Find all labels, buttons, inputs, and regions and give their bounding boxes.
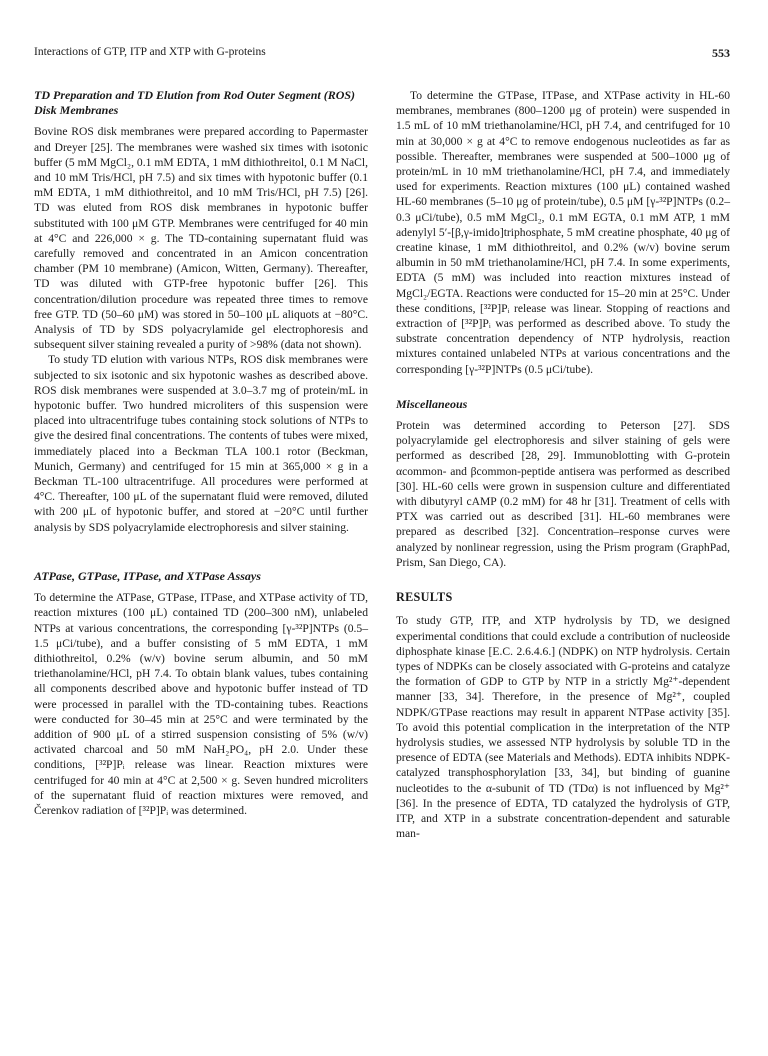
paragraph-results: To study GTP, ITP, and XTP hydrolysis by TD, we designed experimental conditions that could exclude a contribution of nucleoside diphosphate kinase [E.C. 2.6.4.6.] (NDPK) on NTP hydrolysis. Certain types of NDPKs can be closely associated with G-proteins and catalyze the formation of GDP to GTP by NTP in a strictly Mg²⁺-dependent manner [33, 34]. Therefore, in the presence of Mg²⁺, coupled NDPK/GTPase reactions may result in apparent NTPase activity [35]. To avoid this potential complication in the interpretation of the NTP hydrolysis studies, we assessed NTP hydrolysis by soluble TD in the presence of EDTA (see Materials and Methods). EDTA inhibits NDPK-catalyzed transphosphorylation [33, 34], but binding of guanine nucleotides to the α-subunit of TD (TDα) is not influenced by Mg²⁺ [36]. In the presence of EDTA, TD catalyzed the hydrolysis of GTP, ITP, and XTP in a substrate concentration-dependent and saturable man- [396,614,730,841]
page-number: 553 [712,46,730,60]
running-header [34,46,730,62]
paragraph-td-preparation: Bovine ROS disk membranes were prepared according to Papermaster and Dreyer [25]. The membranes were washed six times with isotonic buffer (5 mM MgCl₂, 0.1 mM EDTA, 1 mM dithiothreitol, 0.1 M NaCl, and 10 mM Tris/HCl, pH 7.5) and six times with hypotonic buffer (0.1 mM EDTA, 1 mM dithiothreitol, and 10 mM Tris/HCl, pH 7.5) [26]. TD was eluted from ROS disk membranes in hypotonic buffer substituted with 100 μM GTP. Membranes were centrifuged for 40 min at 4°C and 226,000 × g. The TD-containing supernatant fluid was carefully removed and concentrated in an Amicon concentration chamber (PM 10 membrane) (Amicon, Witten, Germany). Thereafter, TD was diluted with GTP-free hypotonic buffer [26]. This concentration/dilution procedure was repeated three times to remove free GTP. TD (50–60 μM) was stored in 50–100 μL aliquots at −80°C. Analysis of TD by SDS polyacrylamide gel electrophoresis and subsequent silver staining revealed a purity of >98% (data not shown). [34,125,368,352]
paragraph-td-elution: To study TD elution with various NTPs, ROS disk membranes were subjected to six isotonic and six hypotonic washes as described above. ROS disk membranes were suspended at 3.0–3.7 mg of protein/mL in hypotonic buffer. Two hundred microliters of this suspension were placed into ultracentrifuge tubes containing stock solutions of NTPs to give the desired final concentrations. The contents of tubes were mixed, immediately placed into a Beckman TLA 100.1 rotor (Beckman, Munich, Germany) and centrifuged for 15 min at 365,000 × g in a Beckman TL-100 ultracentrifuge. All procedures were performed at 4°C. Thereafter, 100 μL of the supernatant fluid were removed, diluted with 200 μL of hypotonic buffer, and stored at −20°C until further analysis by SDS polyacrylamide electrophoresis and silver staining. [34,353,368,534]
paragraph-hl60-assay: To determine the GTPase, ITPase, and XTPase activity in HL-60 membranes, membranes (800–1200 μg of protein) were suspended in 1.5 mL of 10 mM triethanolamine/HCl, pH 7.4, and centrifuged for 10 min at 30,000 × g at 4°C to remove endogenous nucleotides as far as possible. Thereafter, membranes were suspended at 500–1000 μg of protein/mL in 10 mM triethanolamine/HCl, pH 7.4, and immediately used for experiments. Reaction mixtures (100 μL) contained washed HL-60 membranes (5–10 μg of protein/tube), 0.5 μM [γ-³²P]NTPs (0.2–0.3 μCi/tube), 0.5 mM MgCl₂, 0.1 mM EGTA, 0.1 mM ATP, 1 mM adenylyl 5′-[β,γ-imido]triphosphate, 5 mM creatine phosphate, 40 μg of creatine kinase, 1 mM dithiothreitol, and 0.2% (w/v) bovine serum albumin in 50 mM triethanolamine/HCl, pH 7.4. In some experiments, EDTA (5 mM) was included into reaction mixtures instead of MgCl₂/EGTA. Reactions were conducted for 15–20 min at 25°C. Under these conditions, [³²P]Pᵢ release was linear. Stopping of reactions and extraction of [³²P]Pᵢ was performed as described above. To study the substrate concentration dependency of NTP hydrolysis, reaction mixtures contained unlabeled NTPs at various concentrations and the corresponding [γ-³²P]NTPs (0.5 μCi/tube). [396,89,730,376]
paragraph-miscellaneous: Protein was determined according to Peterson [27]. SDS polyacrylamide gel electrophoresis and silver staining of gels were performed as described [28, 29]. Immunoblotting with G-protein αcommon- and βcommon-peptide antisera was performed as described [30]. HL-60 cells were grown in suspension culture and differentiated with dibutyryl cAMP (0.2 mM) for 48 hr [31]. Treatment of cells with PTX was carried out as described [31]. HL-60 membranes were prepared as described [32]. Concentration–response curves were analyzed by nonlinear regression, using the Prism program (GraphPad, Prism, San Diego, CA). [396,419,730,569]
section-heading-results: RESULTS [396,590,453,605]
right-column [396,88,730,841]
running-title: Interactions of GTP, ITP and XTP with G-proteins [34,46,266,58]
paragraph-ntpase-assays: To determine the ATPase, GTPase, ITPase, and XTPase activity of TD, reaction mixtures (100 μL) contained TD (200–300 nM), unlabeled NTPs at various concentrations, the corresponding [γ-³²P]NTPs (0.5–1.5 μCi/tube), and a buffer consisting of 5 mM EDTA, 1 mM dithiothreitol, 0.2% (w/v) bovine serum albumin, and 50 mM triethanolamine/HCl, pH 7.4. To obtain blank values, tubes containing all components described above and hypotonic buffer instead of TD were processed in parallel with the TD-containing tubes. Reactions were conducted for 30–45 min at 25°C and were terminated by the addition of 900 μL of a stirred suspension consisting of 5% (w/v) activated charcoal and 50 mM NaH₂PO₄, pH 2.0. Under these conditions, [³²P]Pᵢ release was linear. Reaction mixtures were centrifuged for 40 min at 4°C at 2,500 × g. Seven hundred microliters of the supernatant fluid of reaction mixtures were removed, and Čerenkov radiation of [³²P]Pᵢ was determined. [34,591,368,817]
left-column [34,88,368,818]
section-heading-td-preparation: TD Preparation and TD Elution from Rod Outer Segment (ROS) Disk Membranes [34,88,356,118]
section-heading-miscellaneous: Miscellaneous [396,396,468,411]
section-heading-ntpase-assays: ATPase, GTPase, ITPase, and XTPase Assays [34,568,261,583]
